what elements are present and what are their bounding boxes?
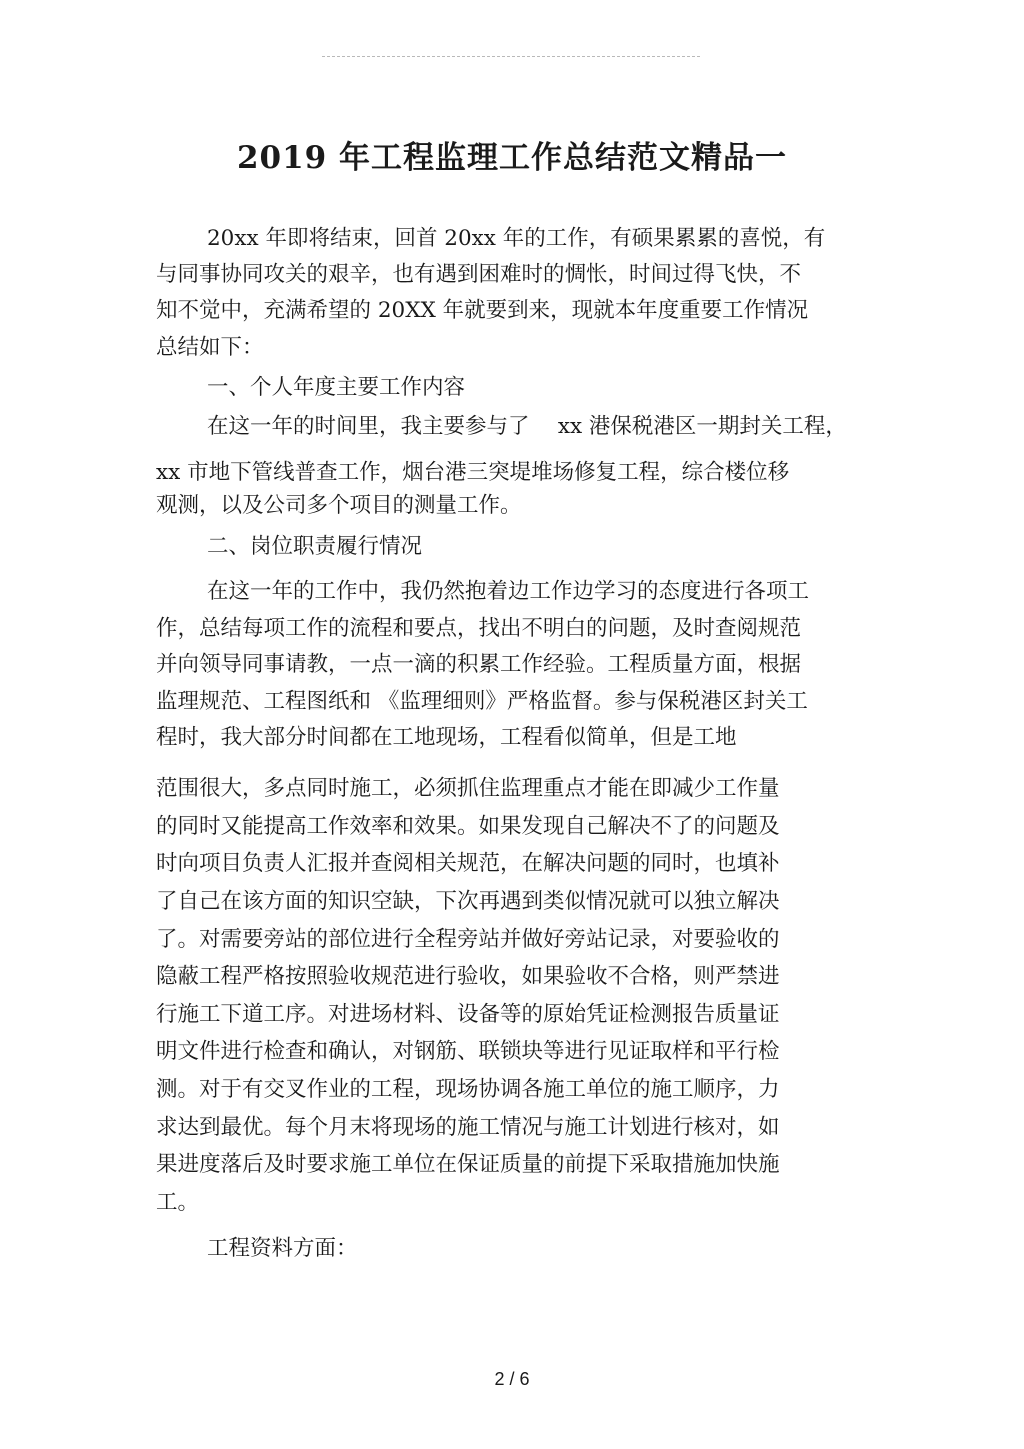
body-line: 程时，我大部分时间都在工地现场，工程看似简单，但是工地 [156, 725, 737, 750]
body-line: 工。 [156, 1190, 200, 1215]
body-line: 明文件进行检查和确认，对钢筋、联锁块等进行见证取样和平行检 [156, 1039, 780, 1064]
body-line: 监理规范、工程图纸和 《监理细则》严格监督。参与保税港区封关工 [156, 689, 808, 714]
page-indicator: 2 / 6 [494, 1369, 530, 1389]
body-line: 知不觉中，充满希望的 20XX 年就要到来，现就本年度重要工作情况 [156, 298, 809, 323]
body-line: 总结如下： [156, 335, 264, 360]
body-line: 在这一年的工作中，我仍然抱着边工作边学习的态度进行各项工 [207, 579, 810, 604]
body-line: 在这一年的时间里，我主要参与了 xx 港保税港区一期封关工程， [207, 414, 847, 439]
body-line: 了自己在该方面的知识空缺，下次再遇到类似情况就可以独立解决 [156, 889, 780, 914]
body-line: 并向领导同事请教，一点一滴的积累工作经验。工程质量方面，根据 [156, 652, 802, 677]
header-divider [322, 56, 700, 57]
body-line: 测。对于有交叉作业的工程，现场协调各施工单位的施工顺序，力 [156, 1077, 780, 1102]
body-line: 求达到最优。每个月末将现场的施工情况与施工计划进行核对，如 [156, 1115, 780, 1140]
body-line: 隐蔽工程严格按照验收规范进行验收，如果验收不合格，则严禁进 [156, 964, 780, 989]
body-line: 时向项目负责人汇报并查阅相关规范，在解决问题的同时，也填补 [156, 851, 780, 876]
body-line: 行施工下道工序。对进场材料、设备等的原始凭证检测报告质量证 [156, 1002, 780, 1027]
body-line: 作，总结每项工作的流程和要点，找出不明白的问题，及时查阅规范 [156, 616, 802, 641]
section-heading: 一、个人年度主要工作内容 [207, 375, 466, 400]
body-line: 范围很大，多点同时施工，必须抓住监理重点才能在即减少工作量 [156, 776, 780, 801]
body-line: 了。对需要旁站的部位进行全程旁站并做好旁站记录，对要验收的 [156, 927, 780, 952]
body-line: 观测，以及公司多个项目的测量工作。 [156, 493, 522, 518]
body-line: 与同事协同攻关的艰辛，也有遇到困难时的惆怅，时间过得飞快，不 [156, 262, 802, 287]
body-line: 果进度落后及时要求施工单位在保证质量的前提下采取措施加快施 [156, 1152, 780, 1177]
section-heading: 工程资料方面： [207, 1236, 358, 1261]
document-title: 2019 年工程监理工作总结范文精品一 [236, 140, 788, 176]
body-line: 20xx 年即将结束，回首 20xx 年的工作，有硕果累累的喜悦，有 [207, 226, 826, 251]
section-heading: 二、岗位职责履行情况 [207, 534, 423, 559]
body-line: xx 市地下管线普查工作，烟台港三突堤堆场修复工程，综合楼位移 [156, 460, 790, 485]
body-line: 的同时又能提高工作效率和效果。如果发现自己解决不了的问题及 [156, 814, 780, 839]
